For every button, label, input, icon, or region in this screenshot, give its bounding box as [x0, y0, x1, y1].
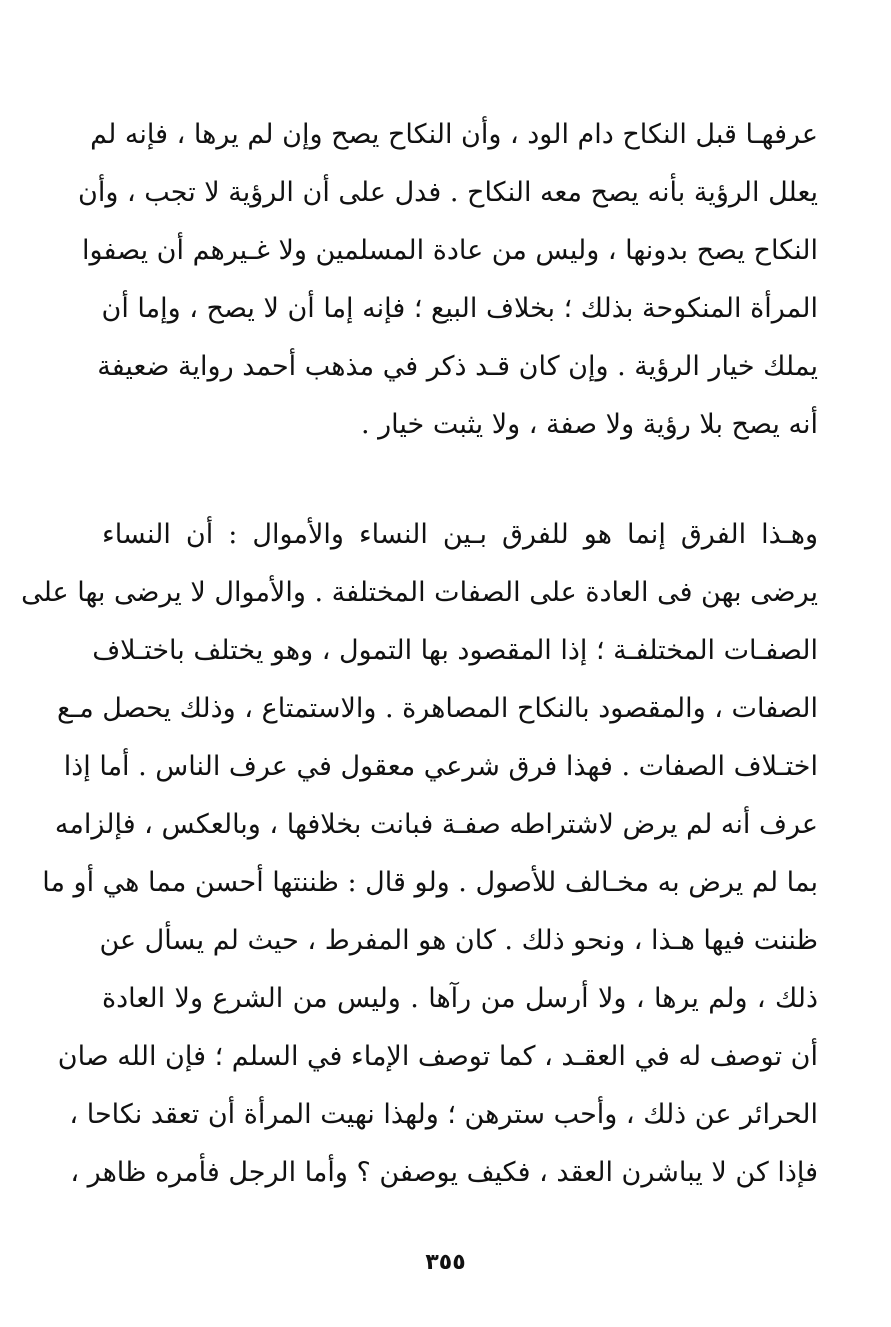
page-number: ٣٥٥ [425, 1250, 466, 1275]
text-line: يعلل الرؤية بأنه يصح معه النكاح . فدل على أن الرؤية لا تجب ، وأن [78, 177, 818, 208]
text-line: وهـذا الفرق إنما هو للفرق بـين النساء والأموال : أن النساء [102, 519, 818, 550]
text-line: الحرائر عن ذلك ، وأحب سترهن ؛ ولهذا نهيت المرأة أن تعقد نكاحا ، [69, 1099, 818, 1130]
paragraph-2 [21, 506, 818, 1202]
text-line: فإذا كن لا يباشرن العقد ، فكيف يوصفن ؟ وأما الرجل فأمره ظاهر ، [70, 1157, 818, 1188]
text-line: أن توصف له في العقـد ، كما توصف الإماء في السلم ؛ فإن الله صان [57, 1041, 818, 1072]
text-line: ظننت فيها هـذا ، ونحو ذلك . كان هو المفرط ، حيث لم يسأل عن [99, 925, 818, 956]
text-line: عرف أنه لم يرض لاشتراطه صفـة فبانت بخلافها ، وبالعكس ، فإلزامه [54, 809, 818, 840]
paragraph-1 [78, 106, 818, 454]
text-line: الصفـات المختلفـة ؛ إذا المقصود بها التمول ، وهو يختلف باختـلاف [92, 635, 818, 666]
text-line: النكاح يصح بدونها ، وليس من عادة المسلمين ولا غـيرهم أن يصفوا [82, 235, 818, 266]
text-line: أنه يصح بلا رؤية ولا صفة ، ولا يثبت خيار . [360, 409, 818, 440]
text-line: يرضى بهن فى العادة على الصفات المختلفة . والأموال لا يرضى بها على [21, 577, 818, 608]
text-line: عرفهـا قبل النكاح دام الود ، وأن النكاح يصح وإن لم يرها ، فإنه لم [90, 119, 818, 150]
text-line: ذلك ، ولم يرها ، ولا أرسل من رآها . وليس من الشرع ولا العادة [102, 983, 818, 1014]
text-line: المرأة المنكوحة بذلك ؛ بخلاف البيع ؛ فإنه إما أن لا يصح ، وإما أن [101, 293, 818, 324]
text-line: يملك خيار الرؤية . وإن كان قـد ذكر في مذهب أحمد رواية ضعيفة [97, 351, 818, 382]
text-line: الصفات ، والمقصود بالنكاح المصاهرة . والاستمتاع ، وذلك يحصل مـع [56, 693, 818, 724]
text-line: اختـلاف الصفات . فهذا فرق شرعي معقول في عرف الناس . أما إذا [63, 751, 818, 782]
text-line: بما لم يرض به مخـالف للأصول . ولو قال : ظننتها أحسن مما هي أو ما [42, 867, 818, 898]
